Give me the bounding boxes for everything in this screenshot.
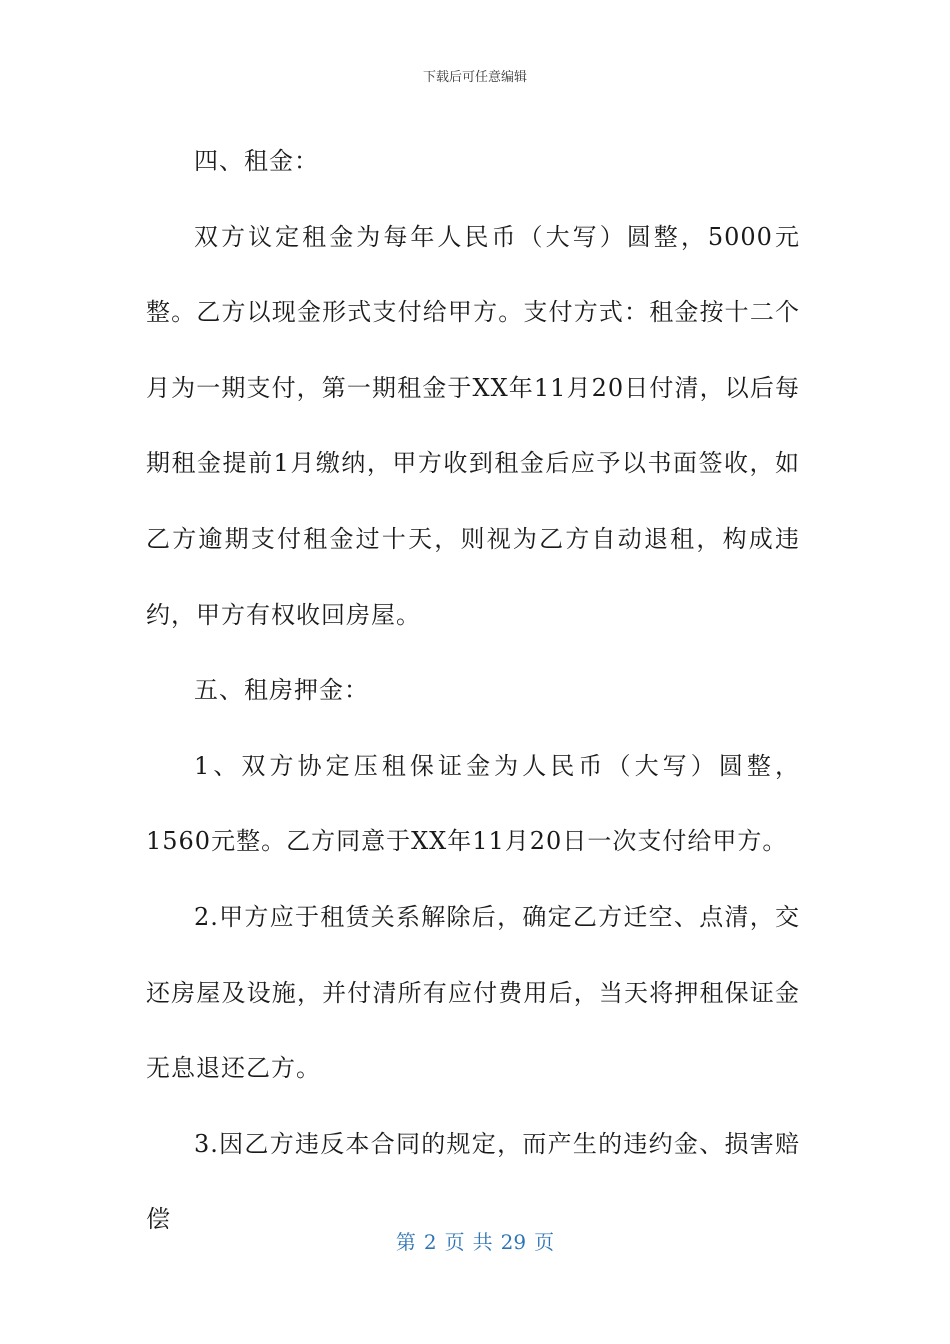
paragraph-rent-terms: 双方议定租金为每年人民币（大写）圆整，5000元整。乙方以现金形式支付给甲方。支付方式：租金按十二个月为一期支付，第一期租金于XX年11月20日付清，以后每期租金提前1月缴纳，甲方收到租金后应予以书面签收，如乙方逾期支付租金过十天，则视为乙方自动退租，构成违约，甲方有权收回房屋。 bbox=[146, 222, 800, 629]
footer-prefix: 第 bbox=[395, 1230, 416, 1254]
footer-page-label: 页 bbox=[444, 1230, 465, 1254]
footer-current-page: 2 bbox=[423, 1230, 437, 1254]
page-header: 下载后可任意编辑 bbox=[422, 70, 527, 85]
document-body bbox=[146, 124, 800, 1258]
paragraph-deposit-3: 3.因乙方违反本合同的规定，而产生的违约金、损害赔偿 bbox=[146, 1129, 800, 1234]
footer-total-pages: 29 bbox=[500, 1230, 527, 1254]
section-heading-rent: 四、租金： bbox=[194, 147, 319, 175]
paragraph-deposit-1: 1、双方协定压租保证金为人民币（大写）圆整，1560元整。乙方同意于XX年11月20日一次支付给甲方。 bbox=[146, 751, 800, 856]
paragraph-deposit-2: 2.甲方应于租赁关系解除后，确定乙方迁空、点清，交还房屋及设施，并付清所有应付费用后，当天将押租保证金无息退还乙方。 bbox=[146, 902, 800, 1083]
footer-total-label: 共 bbox=[472, 1230, 493, 1254]
footer-suffix: 页 bbox=[534, 1230, 555, 1254]
section-heading-deposit: 五、租房押金： bbox=[194, 676, 369, 705]
page-footer bbox=[0, 1226, 950, 1255]
